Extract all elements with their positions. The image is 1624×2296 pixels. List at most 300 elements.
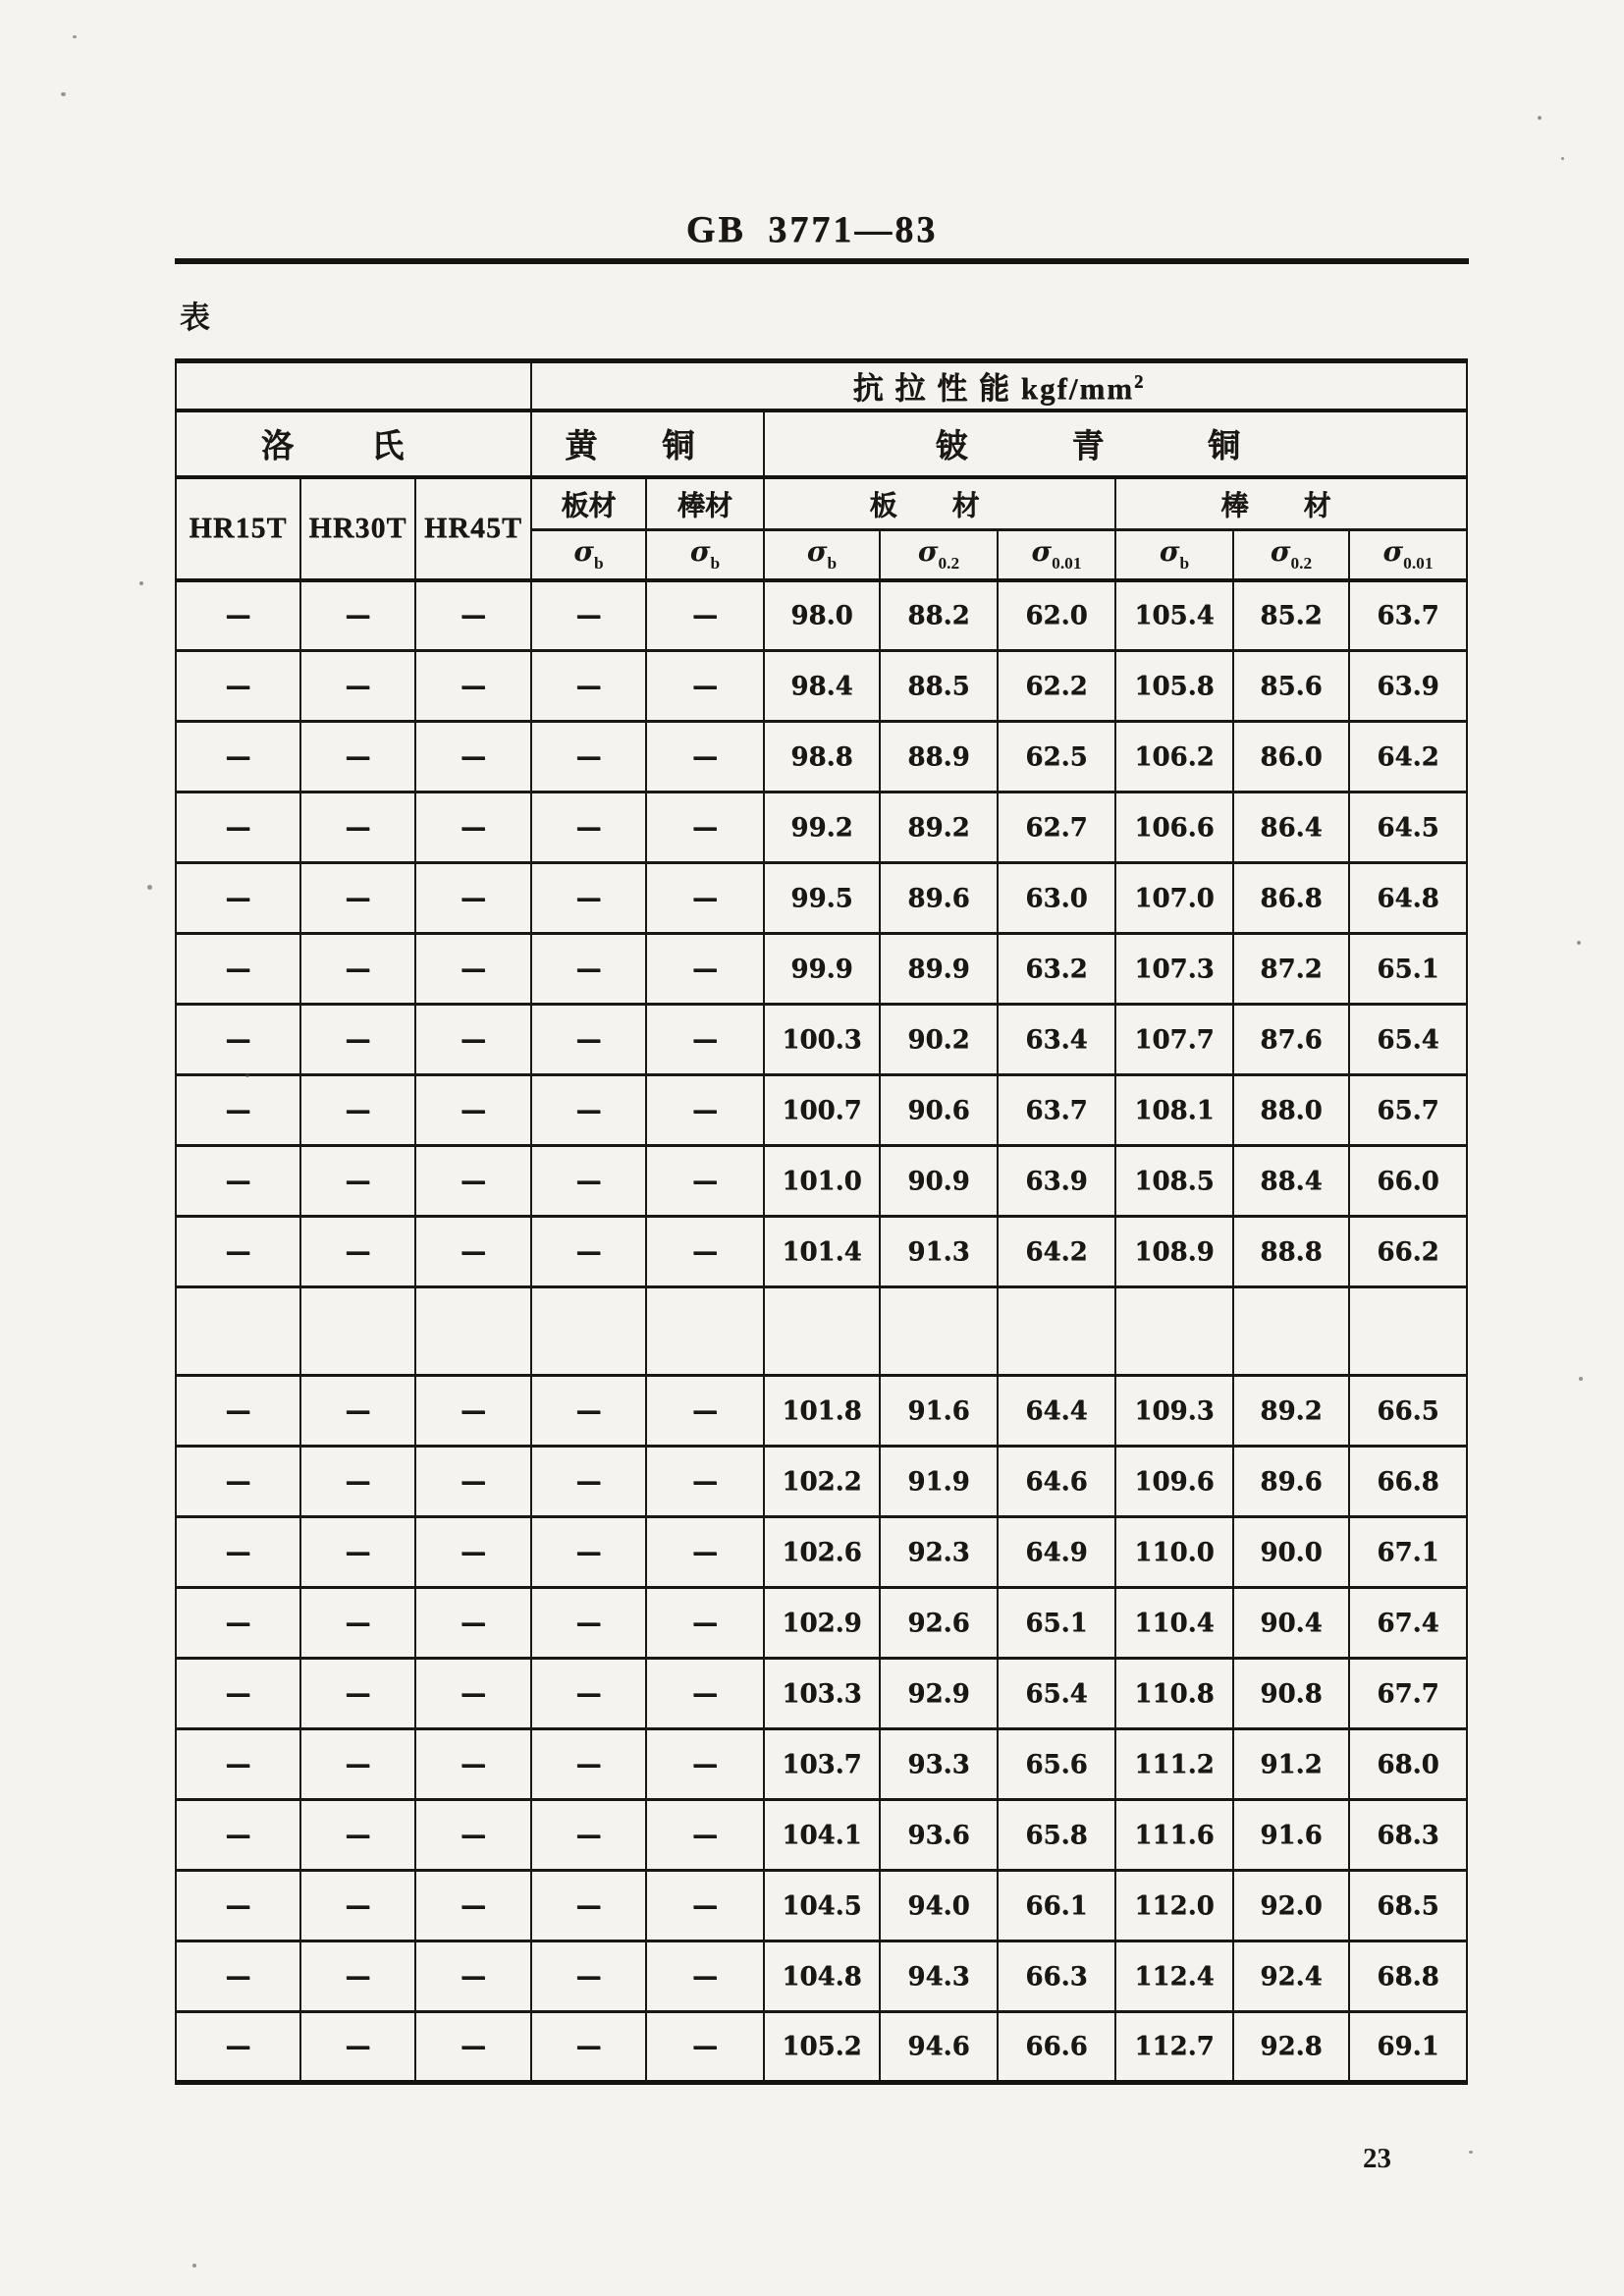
header-row-materials (176, 410, 1467, 477)
sigma-symbol: σ (917, 535, 939, 569)
header-brass-bar: 棒材 (646, 477, 764, 530)
value-cell: — (531, 934, 646, 1005)
value-cell: 105.4 (1115, 580, 1233, 651)
header-be-sheet: 板材 (764, 477, 1115, 530)
header-be-bar: 棒材 (1115, 477, 1467, 530)
value-cell: — (531, 793, 646, 863)
sigma-symbol: σ (806, 535, 828, 569)
header-row-forms (176, 477, 1467, 530)
value-cell: 92.6 (880, 1588, 998, 1659)
header-blank-cell (176, 361, 531, 410)
value-cell: 67.7 (1349, 1659, 1467, 1729)
value-cell (880, 1287, 998, 1376)
value-cell: — (176, 2012, 300, 2083)
value-cell: — (300, 651, 415, 722)
value-cell: — (531, 580, 646, 651)
scan-speck (1469, 2151, 1473, 2154)
sigma-subscript: 0.2 (938, 554, 960, 574)
value-cell: — (531, 722, 646, 793)
value-cell: — (415, 580, 531, 651)
value-cell: 106.6 (1115, 793, 1233, 863)
value-cell: 62.0 (998, 580, 1115, 651)
table-row (176, 793, 1467, 863)
value-cell: — (646, 934, 764, 1005)
value-cell: 91.6 (880, 1376, 998, 1447)
table-row (176, 1588, 1467, 1659)
hardness-strength-conversion-table (175, 358, 1468, 2085)
value-cell: 108.5 (1115, 1146, 1233, 1217)
value-cell: 66.8 (1349, 1447, 1467, 1517)
value-cell: 110.8 (1115, 1659, 1233, 1729)
value-cell: 63.7 (998, 1075, 1115, 1146)
value-cell: 88.5 (880, 651, 998, 722)
scan-speck (1538, 116, 1542, 120)
value-cell: 65.7 (1349, 1075, 1467, 1146)
value-cell: 92.0 (1233, 1871, 1349, 1941)
value-cell: — (300, 1146, 415, 1217)
value-cell: 105.2 (764, 2012, 880, 2083)
value-cell: 104.1 (764, 1800, 880, 1871)
value-cell: — (415, 1217, 531, 1287)
value-cell: — (646, 1800, 764, 1871)
sigma-symbol: σ (573, 535, 595, 569)
scan-speck (147, 885, 152, 890)
sigma-subscript: b (710, 554, 721, 574)
value-cell: — (531, 1217, 646, 1287)
value-cell (415, 1287, 531, 1376)
value-cell: 90.0 (1233, 1517, 1349, 1588)
value-cell: 98.8 (764, 722, 880, 793)
value-cell: — (415, 1146, 531, 1217)
value-cell: 64.9 (998, 1517, 1115, 1588)
value-cell: 98.4 (764, 651, 880, 722)
value-cell: — (300, 1941, 415, 2012)
value-cell: — (415, 722, 531, 793)
value-cell: 85.2 (1233, 580, 1349, 651)
value-cell: — (176, 934, 300, 1005)
value-cell: 110.4 (1115, 1588, 1233, 1659)
value-cell: 108.1 (1115, 1075, 1233, 1146)
table-row (176, 1800, 1467, 1871)
value-cell: — (646, 1075, 764, 1146)
value-cell: — (646, 1659, 764, 1729)
value-cell: — (646, 1941, 764, 2012)
header-sigma-be-sheet-001 (998, 530, 1115, 580)
value-cell: — (646, 651, 764, 722)
value-cell: 63.4 (998, 1005, 1115, 1075)
value-cell: 88.0 (1233, 1075, 1349, 1146)
scan-speck (61, 92, 66, 96)
value-cell: 90.9 (880, 1146, 998, 1217)
value-cell: 63.2 (998, 934, 1115, 1005)
table-row (176, 934, 1467, 1005)
value-cell: 93.6 (880, 1800, 998, 1871)
value-cell: — (646, 2012, 764, 2083)
header-rockwell: 洛氏 (176, 410, 531, 477)
value-cell: — (300, 1871, 415, 1941)
value-cell: 63.0 (998, 863, 1115, 934)
header-sigma-be-bar-b (1115, 530, 1233, 580)
value-cell: — (176, 1800, 300, 1871)
value-cell: — (646, 793, 764, 863)
value-cell: — (415, 1729, 531, 1800)
table-label: 表 (180, 301, 210, 335)
table-row (176, 1729, 1467, 1800)
value-cell: — (300, 1517, 415, 1588)
scan-speck (192, 2264, 196, 2268)
value-cell: — (300, 1005, 415, 1075)
value-cell: 85.6 (1233, 651, 1349, 722)
value-cell: 63.7 (1349, 580, 1467, 651)
value-cell: 68.0 (1349, 1729, 1467, 1800)
value-cell: — (176, 1871, 300, 1941)
value-cell: 89.6 (880, 863, 998, 934)
table-row (176, 1376, 1467, 1447)
value-cell: — (176, 722, 300, 793)
value-cell: 111.2 (1115, 1729, 1233, 1800)
value-cell: — (531, 1659, 646, 1729)
value-cell: 90.6 (880, 1075, 998, 1146)
value-cell: — (176, 793, 300, 863)
sigma-subscript: 0.01 (1403, 554, 1434, 574)
value-cell: — (415, 934, 531, 1005)
value-cell: 88.8 (1233, 1217, 1349, 1287)
value-cell (176, 1287, 300, 1376)
value-cell (531, 1287, 646, 1376)
value-cell: — (300, 1659, 415, 1729)
value-cell: — (531, 1941, 646, 2012)
value-cell: — (531, 651, 646, 722)
value-cell: 94.3 (880, 1941, 998, 2012)
table-row (176, 1659, 1467, 1729)
title-rule (175, 258, 1469, 264)
value-cell: — (531, 1729, 646, 1800)
value-cell: — (176, 1217, 300, 1287)
value-cell: — (176, 863, 300, 934)
value-cell (1115, 1287, 1233, 1376)
value-cell: — (531, 1447, 646, 1517)
table-row (176, 1075, 1467, 1146)
value-cell: — (531, 2012, 646, 2083)
value-cell: — (176, 1588, 300, 1659)
table-row (176, 1941, 1467, 2012)
value-cell: 98.0 (764, 580, 880, 651)
value-cell: 92.4 (1233, 1941, 1349, 2012)
value-cell: 64.6 (998, 1447, 1115, 1517)
scan-speck (139, 581, 143, 585)
value-cell: 64.2 (1349, 722, 1467, 793)
value-cell: 68.3 (1349, 1800, 1467, 1871)
value-cell: 109.3 (1115, 1376, 1233, 1447)
value-cell: — (415, 1588, 531, 1659)
value-cell: 88.2 (880, 580, 998, 651)
value-cell: — (300, 1376, 415, 1447)
value-cell: — (646, 1588, 764, 1659)
value-cell: 92.3 (880, 1517, 998, 1588)
table-row (176, 651, 1467, 722)
header-brass: 黄铜 (531, 410, 764, 477)
value-cell: 91.6 (1233, 1800, 1349, 1871)
value-cell: — (531, 863, 646, 934)
value-cell: — (300, 1729, 415, 1800)
value-cell: 89.2 (1233, 1376, 1349, 1447)
value-cell: — (300, 1447, 415, 1517)
value-cell: 89.9 (880, 934, 998, 1005)
value-cell: 87.6 (1233, 1005, 1349, 1075)
value-cell: 90.2 (880, 1005, 998, 1075)
value-cell: — (531, 1146, 646, 1217)
value-cell: 103.3 (764, 1659, 880, 1729)
value-cell: 107.0 (1115, 863, 1233, 934)
value-cell (1349, 1287, 1467, 1376)
value-cell: 101.4 (764, 1217, 880, 1287)
value-cell: — (176, 1941, 300, 2012)
header-sigma-be-bar-001 (1349, 530, 1467, 580)
tensile-title-text: 抗 拉 性 能 kgf/mm (852, 371, 1135, 407)
header-sigma-be-bar-02 (1233, 530, 1349, 580)
value-cell: — (300, 1588, 415, 1659)
value-cell: — (300, 793, 415, 863)
value-cell: 66.5 (1349, 1376, 1467, 1447)
value-cell: — (531, 1075, 646, 1146)
value-cell: — (176, 580, 300, 651)
sigma-subscript: 0.2 (1290, 554, 1313, 574)
value-cell: — (300, 2012, 415, 2083)
value-cell (300, 1287, 415, 1376)
value-cell: 67.1 (1349, 1517, 1467, 1588)
value-cell: 86.0 (1233, 722, 1349, 793)
table-row (176, 580, 1467, 651)
value-cell: — (646, 1517, 764, 1588)
table-row (176, 2012, 1467, 2083)
value-cell: — (415, 1800, 531, 1871)
value-cell: — (415, 1871, 531, 1941)
value-cell: 65.4 (1349, 1005, 1467, 1075)
value-cell: — (300, 863, 415, 934)
value-cell: 106.2 (1115, 722, 1233, 793)
page-number: 23 (1363, 2143, 1391, 2174)
table-row (176, 722, 1467, 793)
header-tensile-properties (531, 361, 1467, 410)
value-cell: 107.3 (1115, 934, 1233, 1005)
value-cell (646, 1287, 764, 1376)
value-cell: 64.4 (998, 1376, 1115, 1447)
value-cell: 100.7 (764, 1075, 880, 1146)
value-cell: — (415, 1447, 531, 1517)
header-row-tensile (176, 361, 1467, 410)
value-cell: 67.4 (1349, 1588, 1467, 1659)
value-cell: 62.2 (998, 651, 1115, 722)
value-cell (764, 1287, 880, 1376)
scan-speck (245, 1073, 249, 1077)
value-cell: 99.2 (764, 793, 880, 863)
value-cell: — (176, 1075, 300, 1146)
value-cell: 86.8 (1233, 863, 1349, 934)
value-cell: 109.6 (1115, 1447, 1233, 1517)
table-row (176, 1517, 1467, 1588)
sigma-symbol: σ (1031, 535, 1053, 569)
value-cell: 65.8 (998, 1800, 1115, 1871)
scan-speck (1579, 1377, 1583, 1381)
value-cell: 103.7 (764, 1729, 880, 1800)
header-hr45t: HR45T (415, 477, 531, 580)
value-cell: 99.9 (764, 934, 880, 1005)
header-sigma-be-sheet-b (764, 530, 880, 580)
table-row (176, 1871, 1467, 1941)
value-cell: — (300, 722, 415, 793)
value-cell: 62.7 (998, 793, 1115, 863)
value-cell: 99.5 (764, 863, 880, 934)
value-cell: 68.5 (1349, 1871, 1467, 1941)
value-cell: — (646, 1447, 764, 1517)
value-cell: 66.3 (998, 1941, 1115, 2012)
sigma-symbol: σ (1270, 535, 1291, 569)
header-beryllium-bronze: 铍青铜 (764, 410, 1467, 477)
table-row (176, 1005, 1467, 1075)
value-cell: — (176, 1146, 300, 1217)
sigma-symbol: σ (1382, 535, 1404, 569)
value-cell: 104.5 (764, 1871, 880, 1941)
sigma-subscript: b (1179, 554, 1190, 574)
value-cell: — (646, 1146, 764, 1217)
value-cell: 66.1 (998, 1871, 1115, 1941)
scan-speck (73, 35, 77, 38)
value-cell: 90.8 (1233, 1659, 1349, 1729)
value-cell: — (646, 722, 764, 793)
value-cell: — (415, 863, 531, 934)
value-cell: 94.6 (880, 2012, 998, 2083)
table-row (176, 863, 1467, 934)
value-cell: — (415, 2012, 531, 2083)
value-cell: — (415, 1941, 531, 2012)
value-cell: 63.9 (998, 1146, 1115, 1217)
value-cell: — (646, 1871, 764, 1941)
value-cell: 65.4 (998, 1659, 1115, 1729)
value-cell: — (646, 1005, 764, 1075)
value-cell: — (176, 1517, 300, 1588)
value-cell: — (415, 1517, 531, 1588)
header-brass-sheet: 板材 (531, 477, 646, 530)
value-cell: — (531, 1517, 646, 1588)
value-cell: 111.6 (1115, 1800, 1233, 1871)
value-cell: 66.0 (1349, 1146, 1467, 1217)
value-cell: 91.2 (1233, 1729, 1349, 1800)
value-cell: — (531, 1871, 646, 1941)
value-cell: — (176, 1447, 300, 1517)
value-cell: — (531, 1376, 646, 1447)
value-cell: 112.0 (1115, 1871, 1233, 1941)
value-cell: — (646, 1729, 764, 1800)
value-cell: — (531, 1005, 646, 1075)
value-cell: — (531, 1800, 646, 1871)
value-cell: 91.3 (880, 1217, 998, 1287)
value-cell: 66.6 (998, 2012, 1115, 2083)
value-cell: 108.9 (1115, 1217, 1233, 1287)
scan-speck (1561, 157, 1564, 160)
value-cell: — (176, 651, 300, 722)
sigma-subscript: b (827, 554, 838, 574)
value-cell: — (300, 1800, 415, 1871)
tensile-title-sup: 2 (1134, 371, 1146, 393)
value-cell: — (176, 1659, 300, 1729)
value-cell: — (176, 1005, 300, 1075)
value-cell: 64.5 (1349, 793, 1467, 863)
value-cell: 102.2 (764, 1447, 880, 1517)
value-cell: 112.4 (1115, 1941, 1233, 2012)
value-cell: 63.9 (1349, 651, 1467, 722)
value-cell: — (646, 580, 764, 651)
sigma-symbol: σ (689, 535, 711, 569)
sigma-symbol: σ (1159, 535, 1180, 569)
value-cell: 65.6 (998, 1729, 1115, 1800)
value-cell: — (300, 1217, 415, 1287)
value-cell: — (415, 1376, 531, 1447)
value-cell: 107.7 (1115, 1005, 1233, 1075)
value-cell: 110.0 (1115, 1517, 1233, 1588)
value-cell (1233, 1287, 1349, 1376)
sigma-subscript: b (594, 554, 604, 574)
value-cell: — (646, 1376, 764, 1447)
scan-speck (1577, 941, 1581, 945)
value-cell: — (415, 651, 531, 722)
value-cell: — (531, 1588, 646, 1659)
value-cell: 87.2 (1233, 934, 1349, 1005)
value-cell: 64.8 (1349, 863, 1467, 934)
value-cell: — (415, 1005, 531, 1075)
value-cell (998, 1287, 1115, 1376)
value-cell: 65.1 (998, 1588, 1115, 1659)
value-cell: — (415, 1075, 531, 1146)
value-cell: — (415, 1659, 531, 1729)
value-cell: 89.2 (880, 793, 998, 863)
value-cell: — (300, 1075, 415, 1146)
value-cell: 86.4 (1233, 793, 1349, 863)
value-cell: 89.6 (1233, 1447, 1349, 1517)
value-cell: 92.8 (1233, 2012, 1349, 2083)
spacer-row (176, 1287, 1467, 1376)
value-cell: 102.9 (764, 1588, 880, 1659)
value-cell: 100.3 (764, 1005, 880, 1075)
value-cell: 69.1 (1349, 2012, 1467, 2083)
value-cell: 68.8 (1349, 1941, 1467, 2012)
value-cell: 102.6 (764, 1517, 880, 1588)
value-cell: 112.7 (1115, 2012, 1233, 2083)
value-cell: 65.1 (1349, 934, 1467, 1005)
value-cell: 94.0 (880, 1871, 998, 1941)
table-body (176, 580, 1467, 2083)
value-cell: — (300, 580, 415, 651)
header-sigma-brass-bar (646, 530, 764, 580)
value-cell: 104.8 (764, 1941, 880, 2012)
value-cell: 105.8 (1115, 651, 1233, 722)
header-sigma-be-sheet-02 (880, 530, 998, 580)
value-cell: — (646, 1217, 764, 1287)
header-hr15t: HR15T (176, 477, 300, 580)
value-cell: 101.0 (764, 1146, 880, 1217)
value-cell: 88.4 (1233, 1146, 1349, 1217)
value-cell: — (300, 934, 415, 1005)
value-cell: 62.5 (998, 722, 1115, 793)
value-cell: — (646, 863, 764, 934)
value-cell: 91.9 (880, 1447, 998, 1517)
value-cell: 93.3 (880, 1729, 998, 1800)
value-cell: 90.4 (1233, 1588, 1349, 1659)
value-cell: 92.9 (880, 1659, 998, 1729)
sigma-subscript: 0.01 (1052, 554, 1082, 574)
value-cell: 64.2 (998, 1217, 1115, 1287)
doc-code: GB 3771—83 (685, 209, 939, 250)
header-sigma-brass-sheet (531, 530, 646, 580)
